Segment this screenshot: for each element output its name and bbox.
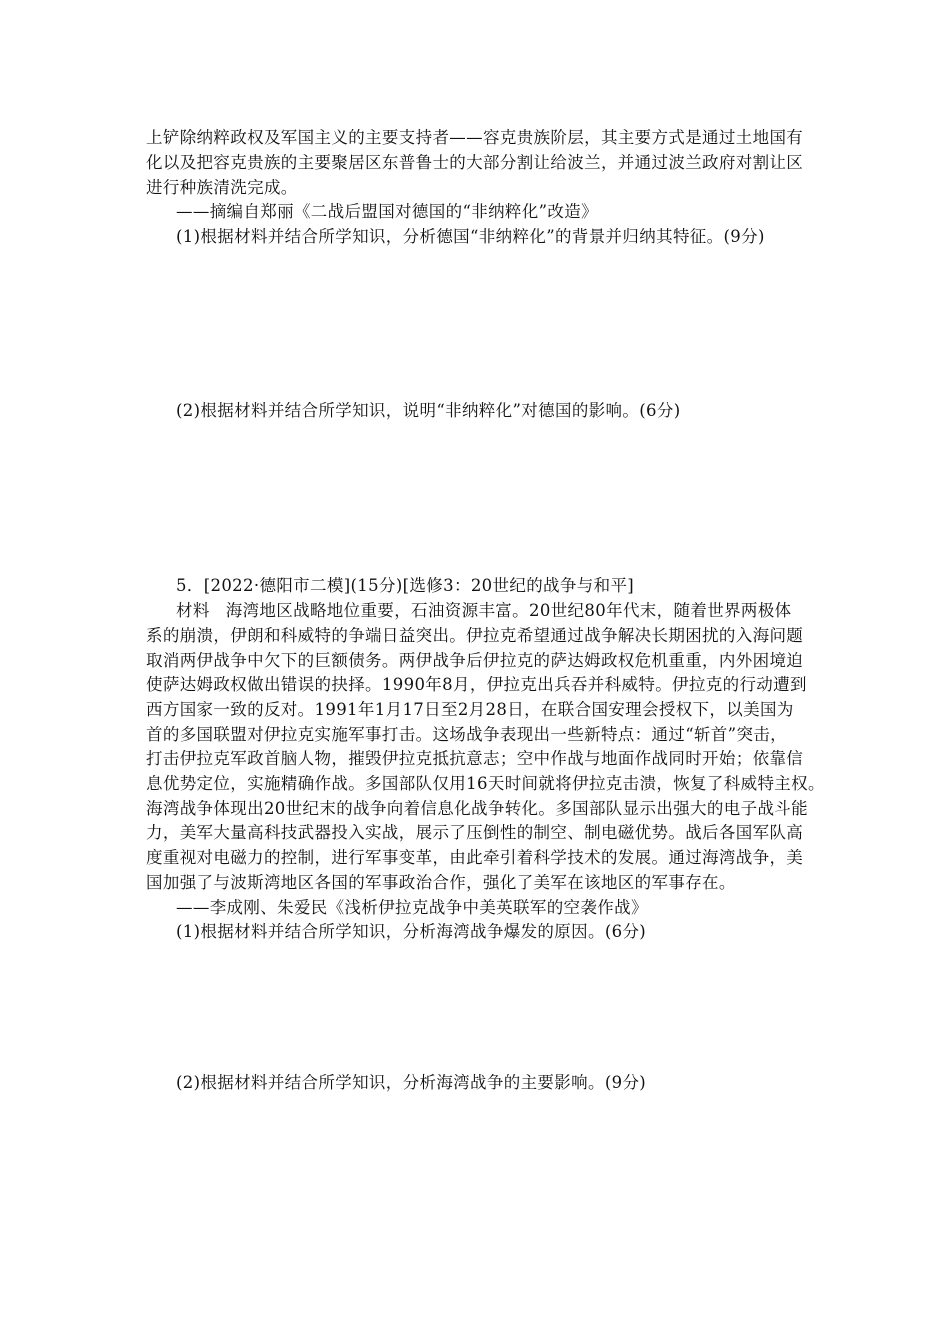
material-line: 西方国家一致的反对。1991年1月17日至2月28日，在联合国安理会授权下，以美国为 — [146, 700, 794, 719]
question-5-header: 5．[2022·德阳市二模](15分)[选修3：20世纪的战争与和平] — [176, 576, 635, 595]
material-line: 进行种族清洗完成。 — [146, 178, 298, 197]
question-4-sub-1: (1)根据材料并结合所学知识，分析德国“非纳粹化”的背景并归纳其特征。(9分) — [176, 227, 765, 246]
material-label: 材料 — [176, 601, 210, 620]
material-line: 使萨达姆政权做出错误的抉择。1990年8月，伊拉克出兵吞并科威特。伊拉克的行动遭到 — [146, 675, 807, 694]
material-line: 海湾战争体现出20世纪末的战争向着信息化战争转化。多国部队显示出强大的电子战斗能 — [146, 799, 808, 818]
material-source: ——摘编自郑丽《二战后盟国对德国的“非纳粹化”改造》 — [176, 202, 598, 221]
material-line: 系的崩溃，伊朗和科威特的争端日益突出。伊拉克希望通过战争解决长期困扰的入海问题 — [146, 626, 804, 645]
material-line: 度重视对电磁力的控制，进行军事变革，由此牵引着科学技术的发展。通过海湾战争，美 — [146, 848, 804, 867]
material-line: 国加强了与波斯湾地区各国的军事政治合作，强化了美军在该地区的军事存在。 — [146, 873, 736, 892]
question-5-sub-2: (2)根据材料并结合所学知识，分析海湾战争的主要影响。(9分) — [176, 1073, 647, 1092]
material-line: 化以及把容克贵族的主要聚居区东普鲁士的大部分割让给波兰，并通过波兰政府对割让区 — [146, 153, 804, 172]
material-line: 力，美军大量高科技武器投入实战，展示了压倒性的制空、制电磁优势。战后各国军队高 — [146, 823, 804, 842]
material-line: 取消两伊战争中欠下的巨额债务。两伊战争后伊拉克的萨达姆政权危机重重，内外困境迫 — [146, 651, 804, 670]
question-5-sub-1: (1)根据材料并结合所学知识，分析海湾战争爆发的原因。(6分) — [176, 922, 647, 941]
material-line: 首的多国联盟对伊拉克实施军事打击。这场战争表现出一些新特点：通过“斩首”突击， — [146, 725, 788, 744]
material-source: ——李成刚、朱爱民《浅析伊拉克战争中美英联军的空袭作战》 — [176, 898, 648, 917]
material-line: 息优势定位，实施精确作战。多国部队仅用16天时间就将伊拉克击溃，恢复了科威特主权。 — [146, 774, 825, 793]
question-4-sub-2: (2)根据材料并结合所学知识，说明“非纳粹化”对德国的影响。(6分) — [176, 401, 681, 420]
material-line: 上铲除纳粹政权及军国主义的主要支持者——容克贵族阶层，其主要方式是通过土地国有 — [146, 128, 804, 147]
material-line — [176, 599, 840, 624]
material-line: 打击伊拉克军政首脑人物，摧毁伊拉克抵抗意志；空中作战与地面作战同时开始；依靠信 — [146, 749, 804, 768]
material-text: 海湾地区战略地位重要，石油资源丰富。20世纪80年代末，随着世界两极体 — [225, 601, 792, 620]
